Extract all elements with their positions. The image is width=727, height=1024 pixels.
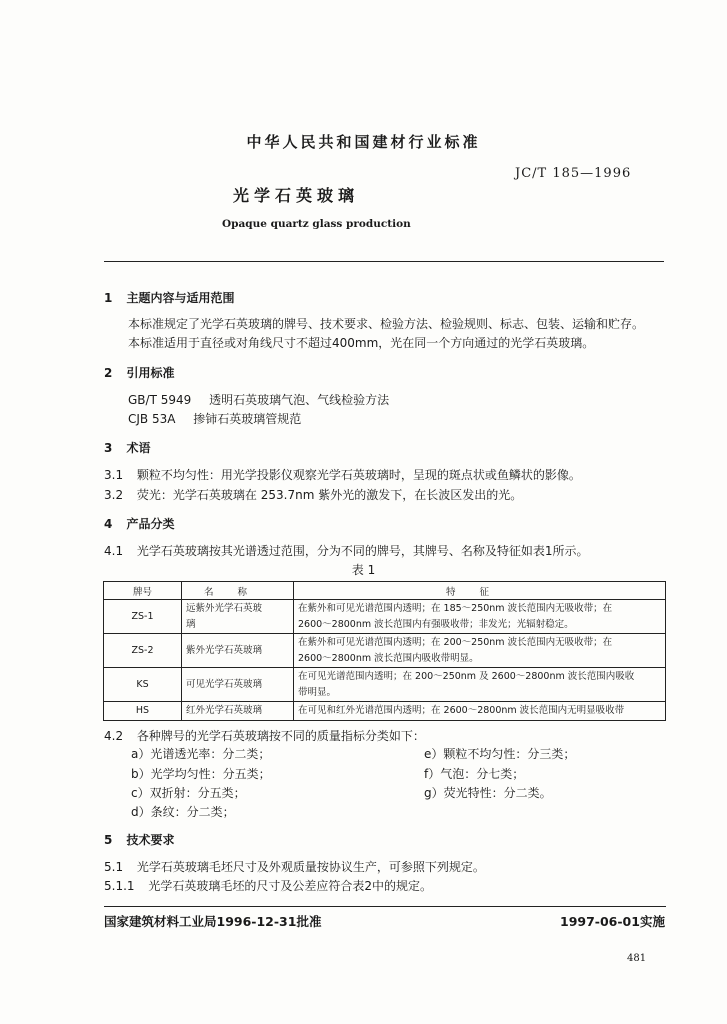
clause-text: 颗粒不均匀性：用光学投影仪观察光学石英玻璃时，呈现的斑点状或鱼鳞状的影像。 — [136, 468, 581, 482]
column-header-name: 名称 — [182, 582, 294, 600]
clause-4-1 — [104, 542, 589, 559]
document-title-en: Opaque quartz glass production — [222, 218, 411, 230]
section-2-heading — [104, 364, 175, 381]
feature-cell — [294, 668, 666, 702]
feature-cell — [294, 600, 666, 634]
feature-line: 在紫外和可见光谱范围内透明；在 185～250nm 波长范围内无吸收带；在 — [298, 602, 613, 614]
feature-line: 在可见光谱范围内透明；在 200～250nm 及 2600～2800nm 波长范围内吸收 — [298, 670, 635, 682]
clause-5-1-1 — [104, 877, 432, 894]
feature-line: 2600～2800nm 波长范围内吸收带明显。 — [298, 652, 479, 664]
name-line: 远紫外光学石英玻 — [186, 602, 263, 614]
name-cell: 红外光学石英玻璃 — [182, 702, 294, 721]
name-line: 璃 — [186, 618, 196, 630]
reference-item — [128, 410, 301, 427]
list-item: c）双折射：分五类； — [131, 786, 246, 800]
section-number: 2 — [104, 366, 113, 380]
feature-line: 在紫外和可见光谱范围内透明；在 200～250nm 波长范围内无吸收带；在 — [298, 636, 613, 648]
implementation-date: 1997-06-01实施 — [560, 914, 665, 929]
definition-item — [104, 466, 581, 483]
section-title: 技术要求 — [126, 833, 175, 847]
reference-code: GB/T 5949 — [128, 393, 192, 407]
section-number: 4 — [104, 517, 113, 531]
clause-number: 4.2 — [104, 729, 124, 743]
clause-text: 各种牌号的光学石英玻璃按不同的质量指标分类如下： — [136, 729, 425, 743]
feature-cell: 在可见和红外光谱范围内透明；在 2600～2800nm 波长范围内无明显吸收带 — [294, 702, 666, 721]
list-item: a）光谱透光率：分二类； — [131, 747, 271, 761]
table-row — [104, 600, 666, 634]
grade-cell: HS — [104, 702, 182, 721]
reference-code: CJB 53A — [128, 412, 176, 426]
table-row — [104, 702, 666, 721]
document-title-cn: 光学石英玻璃 — [233, 186, 360, 205]
section-title: 术语 — [126, 441, 151, 455]
section-title: 产品分类 — [126, 517, 175, 531]
grade-cell: KS — [104, 668, 182, 702]
column-header-feature: 特征 — [294, 582, 666, 600]
page-number: 481 — [627, 953, 647, 964]
name-cell: 紫外光学石英玻璃 — [182, 634, 294, 668]
paragraph: 本标准规定了光学石英玻璃的牌号、技术要求、检验方法、检验规则、标志、包装、运输和贮存。 — [128, 317, 645, 331]
paragraph: 本标准适用于直径或对角线尺寸不超过400mm，光在同一个方向通过的光学石英玻璃。 — [128, 336, 595, 350]
grade-cell: ZS-2 — [104, 634, 182, 668]
feature-line: 2600～2800nm 波长范围内有强吸收带；非发光；光辐射稳定。 — [298, 618, 574, 630]
table-row — [104, 668, 666, 702]
table-caption: 表 1 — [351, 563, 376, 577]
table-row — [104, 634, 666, 668]
clause-number: 4.1 — [104, 544, 124, 558]
section-3-heading — [104, 439, 151, 456]
clause-text: 荧光：光学石英玻璃在 253.7nm 紫外光的激发下，在长波区发出的光。 — [136, 488, 523, 502]
clause-number: 5.1 — [104, 860, 124, 874]
section-title: 引用标准 — [126, 366, 175, 380]
section-number: 3 — [104, 441, 113, 455]
section-number: 1 — [104, 291, 113, 305]
feature-cell — [294, 634, 666, 668]
clause-text: 光学石英玻璃毛坯尺寸及外观质量按协议生产，可参照下列规定。 — [136, 860, 485, 874]
feature-line: 带明显。 — [298, 686, 337, 698]
clause-text: 光学石英玻璃毛坯的尺寸及公差应符合表2中的规定。 — [148, 879, 433, 893]
clause-5-1 — [104, 858, 485, 875]
clause-number: 3.1 — [104, 468, 124, 482]
list-item: d）条纹：分二类； — [131, 805, 235, 819]
table-header-row — [104, 582, 666, 600]
list-item: e）颗粒不均匀性：分三类； — [424, 747, 576, 761]
list-item: f）气泡：分七类； — [424, 767, 525, 781]
footer-rule — [104, 906, 666, 907]
grade-table — [103, 581, 666, 721]
column-header-grade: 牌号 — [104, 582, 182, 600]
header-rule — [104, 261, 664, 262]
name-cell — [182, 600, 294, 634]
reference-title: 透明石英玻璃气泡、气线检验方法 — [209, 393, 390, 407]
section-4-heading — [104, 515, 175, 532]
approval-statement: 国家建筑材料工业局1996-12-31批准 — [104, 914, 322, 929]
standard-number: JC/T 185—1996 — [515, 166, 632, 181]
definition-item — [104, 486, 522, 503]
section-title: 主题内容与适用范围 — [126, 291, 235, 305]
reference-title: 掺铈石英玻璃管规范 — [193, 412, 302, 426]
list-item: b）光学均匀性：分五类； — [131, 767, 271, 781]
list-item: g）荧光特性：分二类。 — [424, 786, 552, 800]
grade-cell: ZS-1 — [104, 600, 182, 634]
issuing-organization-title: 中华人民共和国建材行业标准 — [246, 133, 481, 151]
section-number: 5 — [104, 833, 113, 847]
clause-4-2 — [104, 727, 425, 744]
name-cell: 可见光学石英玻璃 — [182, 668, 294, 702]
reference-item — [128, 391, 389, 408]
clause-number: 5.1.1 — [104, 879, 135, 893]
clause-number: 3.2 — [104, 488, 124, 502]
clause-text: 光学石英玻璃按其光谱透过范围，分为不同的牌号，其牌号、名称及特征如表1所示。 — [136, 544, 589, 558]
section-5-heading — [104, 831, 175, 848]
section-1-heading — [104, 289, 235, 306]
